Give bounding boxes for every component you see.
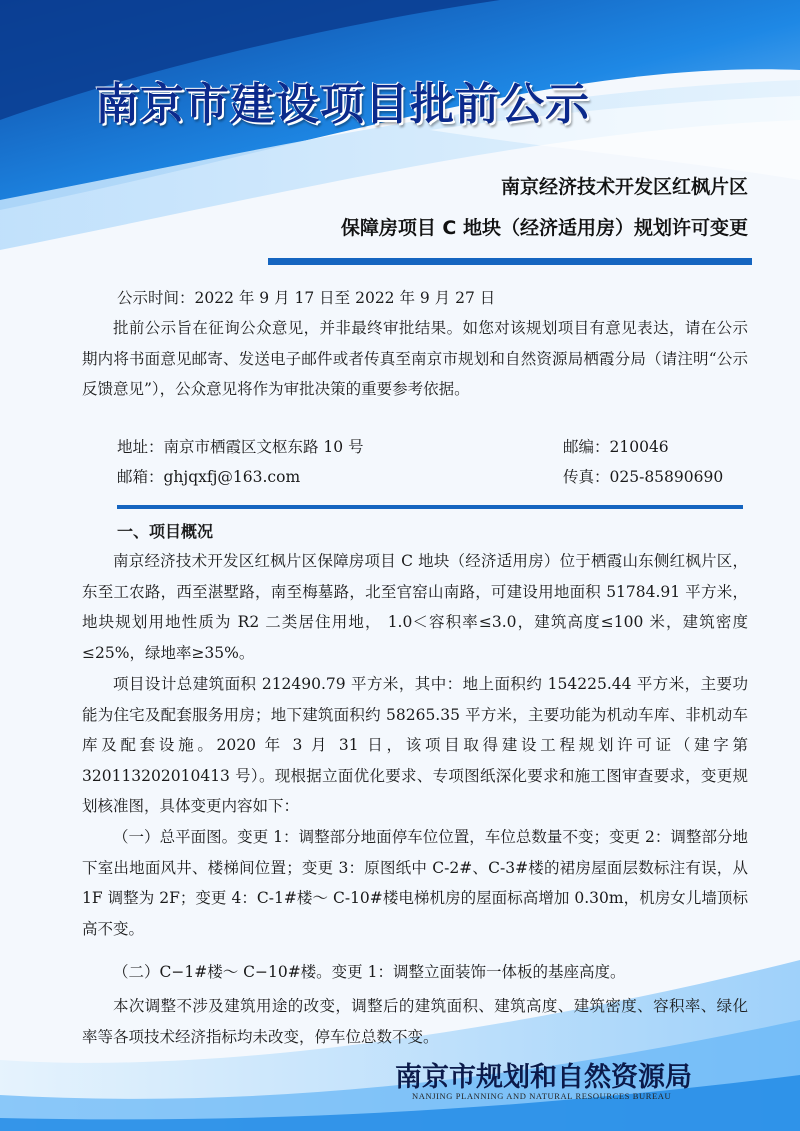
section-heading: 一、项目概况 [117, 522, 214, 541]
overview-paragraph-1: 南京经济技术开发区红枫片区保障房项目 C 地块（经济适用房）位于栖霞山东侧红枫片区，东至工农路，西至湛墅路，南至梅墓路，北至官窑山南路，可建设用地面积 51784.91 平方米，地块规划用地性质为 R2 二类居住用地， 1.0＜容积率≤3.0，建筑高度≤100 米，建筑密度≤25%，绿地率≥35%。 [82, 552, 748, 662]
notice-intro: 批前公示旨在征询公众意见，并非最终审批结果。如您对该规划项目有意见表达，请在公示期内将书面意见邮寄、发送电子邮件或者传真至南京市规划和自然资源局栖霞分局（请注明“公示反馈意见”），公众意见将作为审批决策的重要参考依据。 [82, 319, 748, 398]
contact-email: 邮箱：ghjqxfj@163.com [117, 468, 301, 486]
contact-address: 地址：南京市栖霞区文枢东路 10 号 [117, 438, 364, 456]
contact-fax: 传真：025-85890690 [563, 468, 724, 486]
subtitle-line-2: 保障房项目 C 地块（经济适用房）规划许可变更 [340, 217, 748, 239]
footer-org-name: 南京市规划和自然资源局 [395, 1062, 692, 1093]
overview-paragraph-2: 项目设计总建筑面积 212490.79 平方米，其中：地上面积约 154225.44 平方米，主要功能为住宅及配套服务用房；地下建筑面积约 58265.35 平方米，主要功能为机动车库、非机动车库及配套设施。2020 年 3 月 31 日，该项目取得建设工程规划许可证（建字第 320113202010413 号）。现根据立面优化要求、专项图纸深化要求和施工图审查要求，变更规划核准图，具体变更内容如下： [82, 675, 748, 815]
footer-org-name-en: NANJING PLANNING AND NATURAL RESOURCES BUREAU [412, 1091, 672, 1101]
overview-paragraph-conclusion: 本次调整不涉及建筑用途的改变，调整后的建筑面积、建筑高度、建筑密度、容积率、绿化率等各项技术经济指标均未改变，停车位总数不变。 [82, 997, 748, 1046]
header-divider [268, 258, 752, 265]
subtitle-line-1: 南京经济技术开发区红枫片区 [500, 176, 748, 198]
page-title: 南京市建设项目批前公示 [95, 79, 590, 130]
change-list-1: （一）总平面图。变更 1：调整部分地面停车位位置，车位总数量不变；变更 2：调整部分地下室出地面风井、楼梯间位置；变更 3：原图纸中 C-2#、C-3#楼的裙房屋面层数标注有误，从 1F 调整为 2F；变更 4：C-1#楼～ C-10#楼电梯机房的屋面标高增加 0.30m，机房女儿墙顶标高不变。 [82, 828, 748, 938]
change-list-2: （二）C−1#楼～ C−10#楼。变更 1：调整立面装饰一体板的基座高度。 [113, 963, 626, 981]
notice-period: 公示时间：2022 年 9 月 17 日至 2022 年 9 月 27 日 [117, 289, 496, 307]
section-divider [117, 505, 743, 509]
contact-postcode: 邮编：210046 [563, 438, 669, 456]
